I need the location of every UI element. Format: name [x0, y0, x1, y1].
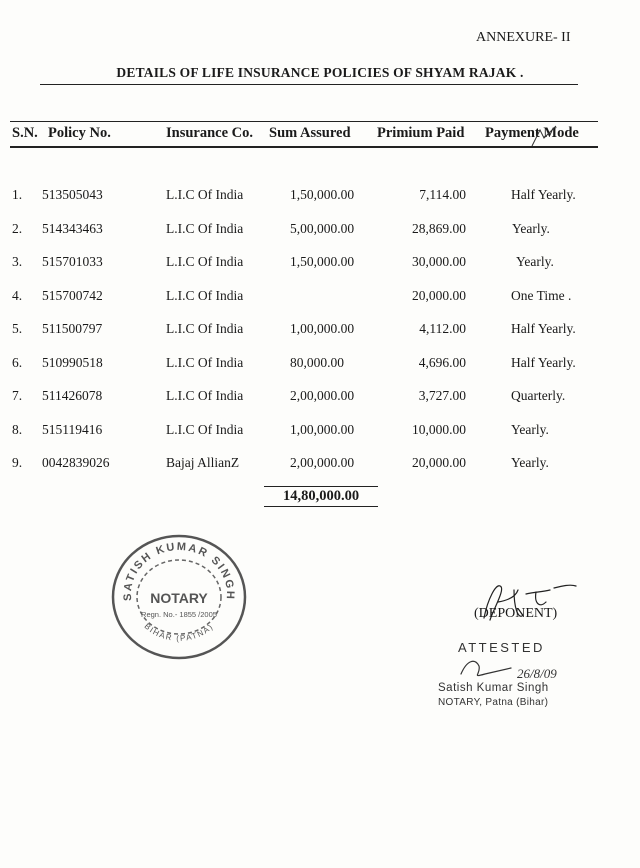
row-payment-mode: Quarterly.: [511, 388, 566, 403]
row-insurance-co: L.I.C Of India: [166, 421, 244, 437]
row-premium-paid: 20,000.00: [412, 455, 466, 470]
title-underline: [40, 84, 578, 85]
row-sum-assured: 1,00,000.00: [290, 321, 355, 336]
attested-label: ATTESTED: [458, 640, 545, 655]
total-sum-assured: 14,80,000.00: [282, 488, 360, 504]
row-policy-no: 515700742: [42, 287, 103, 303]
row-policy-no: 511426078: [42, 388, 103, 403]
row-insurance-co: L.I.C Of India: [166, 220, 244, 236]
row-sum-assured: 5,00,000.00: [290, 220, 355, 236]
row-payment-mode: One Time .: [511, 287, 572, 303]
row-insurance-co: L.I.C Of India: [166, 287, 244, 303]
row-sum-assured: 2,00,000.00: [290, 455, 355, 470]
row-sn: 5.: [12, 321, 23, 336]
row-policy-no: 515119416: [42, 421, 103, 437]
row-sum-assured: 80,000.00: [290, 354, 344, 370]
row-policy-no: 515701033: [42, 254, 103, 269]
row-sn: 1.: [12, 187, 23, 202]
notary-name: Satish Kumar Singh: [438, 682, 549, 694]
row-premium-paid: 4,112.00: [419, 321, 466, 336]
seal-center-text: NOTARY: [150, 590, 208, 606]
row-sum-assured: 2,00,000.00: [290, 388, 355, 403]
document-title: DETAILS OF LIFE INSURANCE POLICIES OF SHYAM RAJAK .: [116, 65, 524, 80]
header-bottom-rule: [10, 146, 598, 148]
row-policy-no: 511500797: [42, 321, 103, 336]
row-policy-no: 510990518: [42, 354, 103, 370]
seal-reg-text: Regn. No.- 1855 /2005: [141, 610, 217, 619]
row-sn: 9.: [12, 455, 23, 470]
notary-seal: [110, 533, 248, 661]
notary-place: NOTARY, Patna (Bihar): [438, 697, 549, 708]
row-sn: 3.: [12, 254, 23, 269]
attestation-signature: [455, 652, 575, 686]
row-insurance-co: Bajaj AllianZ: [166, 455, 240, 470]
row-payment-mode: Yearly.: [516, 254, 554, 269]
attestation-date: 26/8/09: [517, 666, 557, 681]
total-bottom-rule: [264, 506, 378, 507]
row-insurance-co: L.I.C Of India: [166, 187, 244, 202]
header-policy-no: Policy No.: [48, 125, 111, 141]
header-sn: S.N.: [12, 125, 38, 141]
deponent-label: (DEPONENT): [474, 606, 558, 621]
tick-mark-icon: [530, 124, 558, 148]
row-sn: 4.: [12, 287, 23, 303]
row-payment-mode: Yearly.: [511, 455, 549, 470]
row-premium-paid: 20,000.00: [412, 287, 466, 303]
row-premium-paid: 30,000.00: [412, 254, 466, 269]
svg-text:BIHAR (PATNA): [143, 622, 216, 643]
row-payment-mode: Half Yearly.: [511, 187, 576, 202]
row-policy-no: 0042839026: [42, 455, 110, 470]
header-insurance-co: Insurance Co.: [166, 125, 254, 141]
row-premium-paid: 4,696.00: [418, 354, 466, 370]
row-insurance-co: L.I.C Of India: [166, 254, 244, 269]
row-premium-paid: 28,869.00: [412, 220, 466, 236]
row-sn: 8.: [12, 421, 23, 437]
row-payment-mode: Half Yearly.: [511, 354, 576, 370]
row-policy-no: 513505043: [42, 187, 103, 202]
row-insurance-co: L.I.C Of India: [166, 388, 244, 403]
total-top-rule: [264, 486, 378, 487]
row-policy-no: 514343463: [42, 220, 103, 236]
row-insurance-co: L.I.C Of India: [166, 354, 244, 370]
row-sn: 7.: [12, 388, 23, 403]
row-sum-assured: 1,00,000.00: [290, 421, 355, 437]
header-top-rule: [10, 121, 598, 122]
row-insurance-co: L.I.C Of India: [166, 321, 244, 336]
row-payment-mode: Yearly.: [512, 220, 550, 236]
row-premium-paid: 3,727.00: [418, 388, 466, 403]
header-premium-paid: Primium Paid: [377, 125, 465, 141]
row-sum-assured: 1,50,000.00: [290, 187, 355, 202]
seal-ring-text: SATISH KUMAR SINGH: [121, 540, 237, 602]
annexure-label: ANNEXURE- II: [476, 30, 571, 45]
row-sn: 2.: [12, 220, 23, 236]
row-premium-paid: 10,000.00: [412, 421, 466, 437]
row-sum-assured: 1,50,000.00: [290, 254, 355, 269]
header-payment-mode: Payment Mode: [485, 125, 579, 141]
row-payment-mode: Yearly.: [511, 421, 549, 437]
row-premium-paid: 7,114.00: [419, 187, 466, 202]
row-sn: 6.: [12, 354, 23, 370]
header-sum-assured: Sum Assured: [269, 125, 351, 141]
row-payment-mode: Half Yearly.: [511, 321, 576, 336]
seal-place-text: BIHAR (PATNA): [142, 621, 216, 643]
